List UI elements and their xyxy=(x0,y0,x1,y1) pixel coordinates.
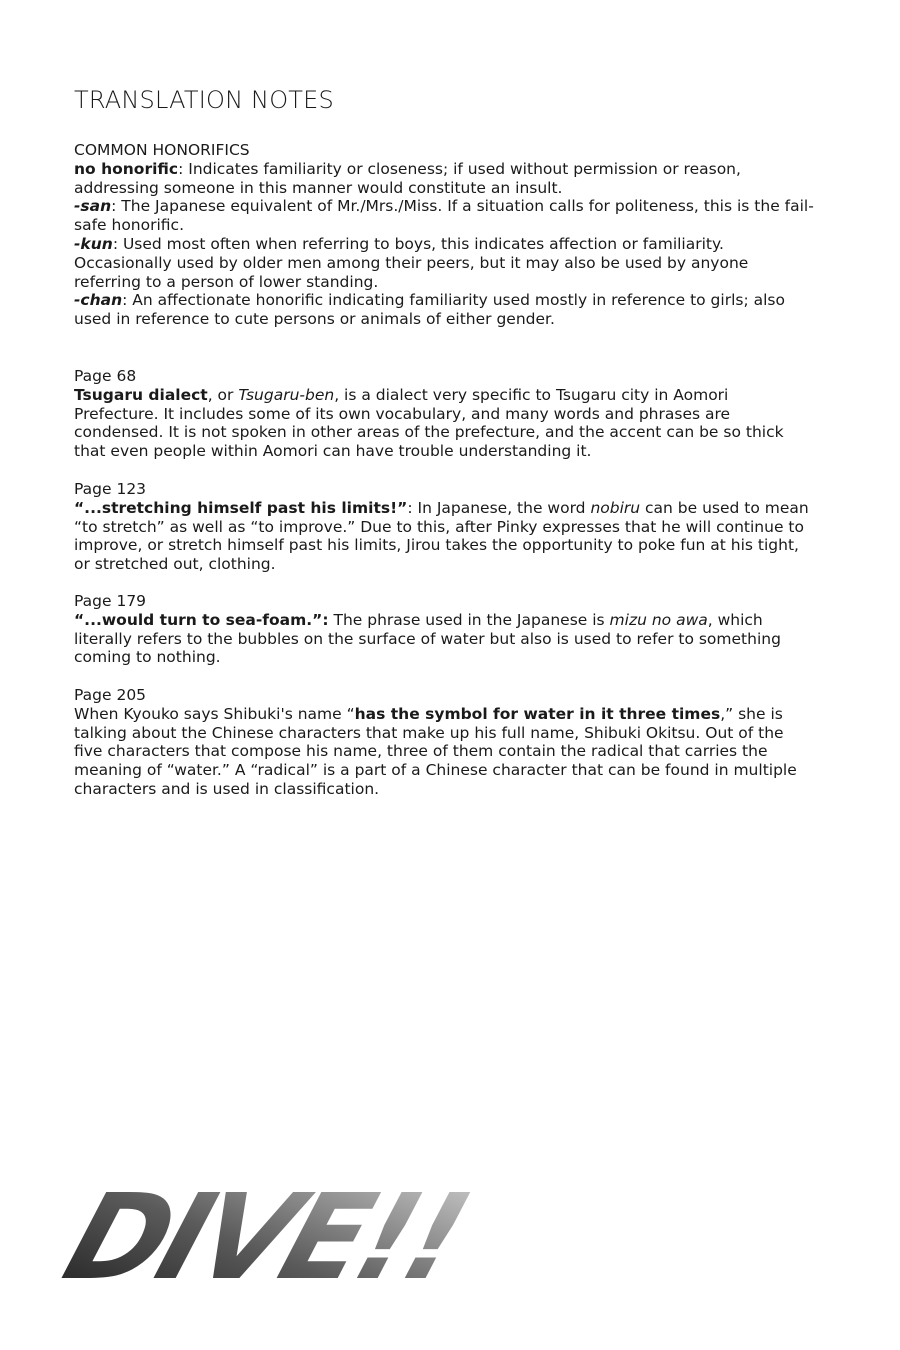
note-body: “...stretching himself past his limits!”: In Japanese, the word nobiru can be used to mean “to stretch” as well as “to improve.” Due to this, after Pinky expresses that he will continue to improve, or stretch himself past his limits, Jirou takes the opportunity to poke fun at his tight, or stretched out, clothing. xyxy=(74,498,809,574)
note-page-179 xyxy=(74,592,814,667)
note-term: has the symbol for water in it three times xyxy=(354,704,721,723)
note-body: Tsugaru dialect, or Tsugaru-ben, is a dialect very specific to Tsugaru city in Aomori Prefecture. It includes some of its own vocabulary, and many words and phrases are condensed. It is not spoken in other areas of the prefecture, and the accent can be so thick that even people within Aomori can have trouble understanding it. xyxy=(74,385,784,461)
note-page-205 xyxy=(74,686,814,799)
honorific-term: -chan xyxy=(74,291,123,310)
note-italic-term: mizu no awa xyxy=(609,610,708,629)
note-italic-term: Tsugaru-ben xyxy=(238,385,335,404)
note-page-number: Page 205 xyxy=(74,686,147,704)
honorific-entry xyxy=(74,160,814,198)
note-page-number: Page 123 xyxy=(74,480,147,498)
note-body: When Kyouko says Shibuki's name “has the symbol for water in it three times,” she is talking about the Chinese characters that make up his full name, Shibuki Okitsu. Out of the five characters that compose his name, three of them contain the radical that carries the meaning of “water.” A “radical” is a part of a Chinese character that can be found in multiple characters and is used in classification. xyxy=(74,704,797,798)
note-term: “...would turn to sea-foam.”: xyxy=(74,610,329,629)
page-title: TRANSLATION NOTES xyxy=(74,86,334,114)
honorific-entry xyxy=(74,197,814,235)
dive-logo xyxy=(49,1158,480,1307)
honorific-term: no honorific xyxy=(74,159,179,178)
honorific-definition: : Indicates familiarity or closeness; if used without permission or reason, addressing someone in this manner would constitute an insult. xyxy=(74,159,741,197)
honorific-definition: : Used most often when referring to boys, this indicates affection or familiarity. Occasionally used by older men among their peers, but it may also be used by anyone referring to a person of lower standing. xyxy=(74,234,749,291)
honorifics-section xyxy=(74,141,814,329)
honorific-term: -san xyxy=(74,197,112,216)
honorific-term: -kun xyxy=(74,234,113,253)
note-page-68 xyxy=(74,367,814,461)
honorific-definition: : The Japanese equivalent of Mr./Mrs./Miss. If a situation calls for politeness, this is the fail-safe honorific. xyxy=(74,197,814,235)
logo-text: DIVE!! xyxy=(49,1168,480,1307)
note-body: “...would turn to sea-foam.”: The phrase used in the Japanese is mizu no awa, which literally refers to the bubbles on the surface of water but also is used to refer to something coming to nothing. xyxy=(74,610,781,667)
note-term: Tsugaru dialect xyxy=(74,385,208,404)
honorific-entry xyxy=(74,291,814,329)
note-term: “...stretching himself past his limits!” xyxy=(74,498,408,517)
note-page-number: Page 179 xyxy=(74,592,147,610)
honorific-definition: : An affectionate honorific indicating familiarity used mostly in reference to girls; also used in reference to cute persons or animals of either gender. xyxy=(74,291,785,329)
note-page-123 xyxy=(74,480,814,574)
honorifics-heading: COMMON HONORIFICS xyxy=(74,141,250,159)
note-italic-term: nobiru xyxy=(590,498,641,517)
honorific-entry xyxy=(74,235,814,291)
note-page-number: Page 68 xyxy=(74,367,137,385)
